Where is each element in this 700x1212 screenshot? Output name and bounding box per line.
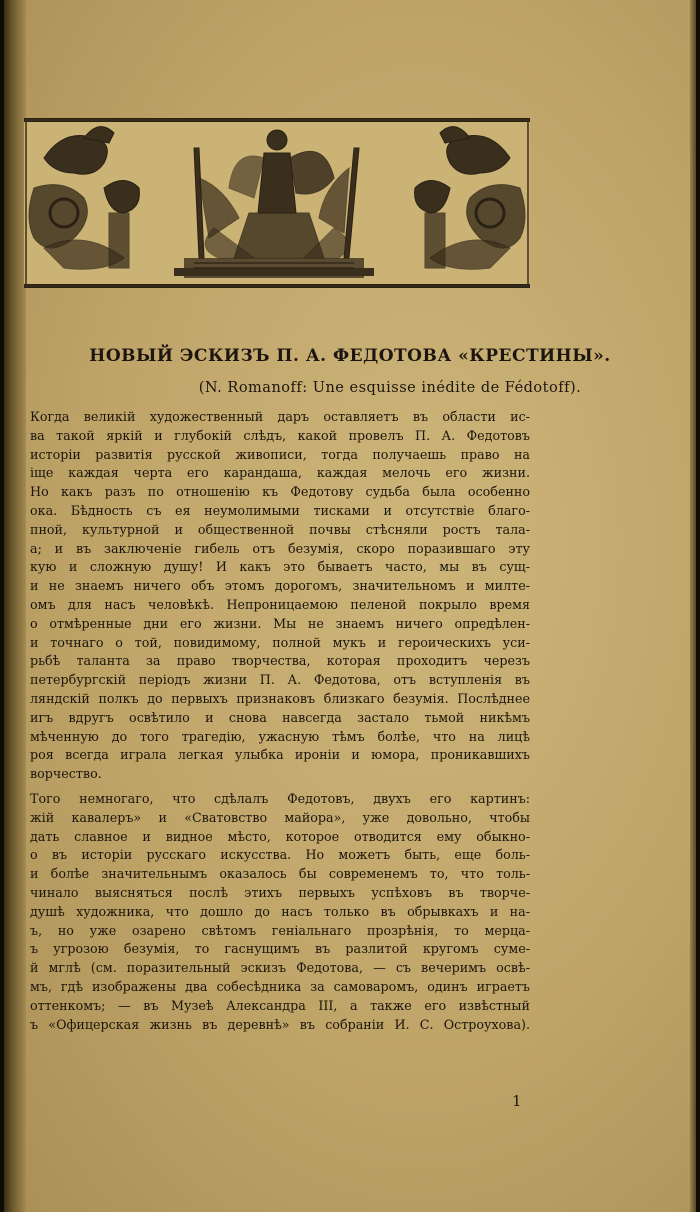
text-line: ъ угрозою безумія, то гаснущимъ въ разлитой кругомъ суме- [30, 941, 530, 957]
text-line: Но какъ разъ по отношенію къ Федотову судьба была особенно [30, 484, 530, 500]
text-line: пной, культурной и общественной почвы стѣсняли ростъ тала- [30, 521, 530, 537]
text-line: ворчество. [30, 766, 102, 782]
text-line: ва такой яркій и глубокій слѣдъ, какой провелъ П. А. Федотовъ [30, 427, 530, 443]
page-edge [690, 0, 696, 1212]
text-line: о отмѣренные дни его жизни. Мы не знаемъ ничего опредѣлен- [30, 615, 530, 631]
text-line: ляндскій полкъ до первыхъ признаковъ близкаго безумія. Послѣднее [30, 690, 530, 706]
text-line: Того немногаго, что сдѣлалъ Федотовъ, двухъ его картинъ: [30, 790, 530, 806]
article-body [30, 408, 530, 1034]
text-line: рьбѣ таланта за право творчества, которая проходитъ черезъ [30, 653, 530, 669]
text-line: о въ исторіи русскаго искусства. Но можетъ быть, еще боль- [30, 847, 530, 863]
text-line: оттенкомъ; — въ Музеѣ Александра III, а также его извѣстный [30, 997, 530, 1013]
text-line: й мглѣ (см. поразительный эскизъ Федотова, — съ вечеримъ освѣ- [30, 960, 530, 976]
text-line: и точнаго о той, повидимому, полной мукъ и героическихъ уси- [30, 634, 530, 650]
text-line: петербургскій періодъ жизни П. А. Федотова, отъ вступленія въ [30, 672, 530, 688]
text-line: чинало выясняться послѣ этихъ первыхъ успѣховъ въ творче- [30, 884, 530, 900]
text-line: и не знаемъ ничего объ этомъ дорогомъ, значительномъ и милте- [30, 578, 530, 594]
text-line: а; и въ заключеніе гибель отъ безумія, скоро поразившаго эту [30, 540, 530, 556]
paragraph-3 [30, 790, 530, 1034]
text-line: ъ, но уже озарено свѣтомъ геніальнаго прозрѣнія, то мерца- [30, 922, 530, 938]
text-line: дать славное и видное мѣсто, которое отводится ему обыкно- [30, 828, 530, 844]
text-line: и болѣе значительнымъ оказалось бы современемъ то, что толь- [30, 866, 530, 882]
text-line: исторіи развитія русской живописи, тогда получаешь право на [30, 446, 530, 462]
paragraph-1 [30, 408, 530, 483]
text-line: душѣ художника, что дошло до насъ только въ обрывкахъ и на- [30, 903, 530, 919]
page-number: 1 [512, 1092, 522, 1110]
text-line: ока. Бѣдность съ ея неумолимыми тисками и отсутствіе благо- [30, 502, 530, 518]
text-line: іще каждая черта его карандаша, каждая мелочь его жизни. [30, 465, 530, 481]
text-line: мъ, гдѣ изображены два собесѣдника за самоваромъ, одинъ играетъ [30, 978, 530, 994]
book-page [4, 0, 696, 1212]
binding-gutter [4, 0, 26, 1212]
text-line: роя всегда играла легкая улыбка ироніи и юмора, проникавшихъ [30, 747, 530, 763]
text-line: кую и сложную душу! И какъ это бываетъ часто, мы въ сущ- [30, 559, 530, 575]
text-line: ъ «Офицерская жизнь въ деревнѣ» въ собраніи И. С. Остроухова). [30, 1016, 530, 1032]
text-line: омъ для насъ человѣкѣ. Непроницаемою пеленой покрыло время [30, 596, 530, 612]
article-subtitle: (N. Romanoff: Une esquisse inédite de Fédotoff). [198, 380, 582, 396]
text-line: жій кавалеръ» и «Сватовство майора», уже довольно, чтобы [30, 809, 530, 825]
article-title: НОВЫЙ ЭСКИЗЪ П. А. ФЕДОТОВА «КРЕСТИНЫ». [89, 346, 611, 366]
text-line: игъ вдругъ освѣтило и снова навсегда застало тьмой никѣмъ [30, 709, 530, 725]
text-line: Когда великій художественный даръ оставляетъ въ области ис- [30, 409, 530, 424]
text-line: мѣченную до того трагедію, ужасную тѣмъ болѣе, что на лицѣ [30, 728, 530, 744]
paragraph-2 [30, 483, 530, 784]
header-ornament-illustration [24, 118, 530, 288]
